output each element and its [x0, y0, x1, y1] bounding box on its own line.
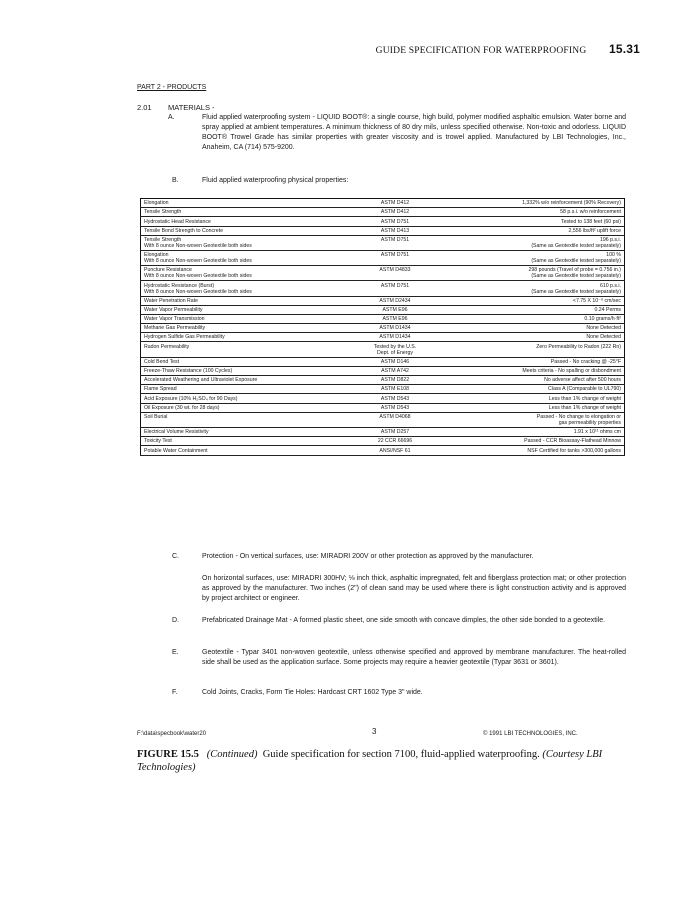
- table-row: [141, 403, 625, 412]
- table-row: [141, 281, 625, 296]
- table-row: [141, 296, 625, 305]
- table-row: [141, 427, 625, 436]
- table-row: [141, 446, 625, 455]
- property-cell: Water Vapor Permeability: [141, 305, 348, 314]
- result-cell: None Detected: [443, 333, 625, 342]
- item-a-text: Fluid applied waterproofing system - LIQUID BOOT®: a single course, high build, polymer modified asphaltic emulsion. Water borne and spray applied at ambient temperatures. A minimum thickness of 80 dry mils, unless specified otherwise. Non-toxic and odorless. LIQUID BOOT® Trowel Grade has similar properties with greater viscosity and is trowel applied. Manufactured by LBI Technologies, Inc., Anaheim, CA (714) 575-9200.: [202, 114, 626, 151]
- footer-page-number: 3: [372, 727, 377, 736]
- item-b-letter: B.: [172, 177, 179, 184]
- result-cell: 1.91 x 10¹¹ ohms cm: [443, 427, 625, 436]
- item-d-letter: D.: [172, 617, 179, 624]
- properties-table-body: [141, 199, 625, 456]
- property-cell: Methane Gas Permeability: [141, 324, 348, 333]
- property-cell: Freeze-Thaw Resistance (100 Cycles): [141, 366, 348, 375]
- table-row: [141, 208, 625, 217]
- property-cell: Soil Burial: [141, 412, 348, 427]
- table-row: [141, 342, 625, 357]
- method-cell: ASTM D4833: [347, 266, 443, 281]
- method-cell: ASTM D543: [347, 403, 443, 412]
- table-row: [141, 250, 625, 265]
- property-cell: Tensile Strength With 8 ounce Non-woven Geotextile both sides: [141, 235, 348, 250]
- property-cell: Electrical Volume Resistivity: [141, 427, 348, 436]
- table-row: [141, 385, 625, 394]
- caption-continued: (Continued): [206, 749, 258, 760]
- item-c-letter: C.: [172, 553, 179, 560]
- result-cell: 100 % (Same as Geotextile tested separately): [443, 250, 625, 265]
- property-cell: Hydrogen Sulfide Gas Permeability: [141, 333, 348, 342]
- method-cell: Tested by the U.S. Dept. of Energy: [347, 342, 443, 357]
- method-cell: ASTM D146: [347, 357, 443, 366]
- method-cell: ASTM D412: [347, 208, 443, 217]
- result-cell: Meets criteria - No spalling or disbondment: [443, 366, 625, 375]
- property-cell: Elongation: [141, 199, 348, 208]
- method-cell: ASTM D543: [347, 394, 443, 403]
- property-cell: Toxicity Test: [141, 437, 348, 446]
- table-row: [141, 394, 625, 403]
- table-row: [141, 437, 625, 446]
- method-cell: ASTM E96: [347, 305, 443, 314]
- result-cell: None Detected: [443, 324, 625, 333]
- method-cell: ASTM D751: [347, 250, 443, 265]
- running-header: [360, 42, 640, 56]
- method-cell: ASTM D751: [347, 281, 443, 296]
- method-cell: ASTM D751: [347, 235, 443, 250]
- result-cell: <7.75 X 10⁻⁹ cm/sec: [443, 296, 625, 305]
- footer-file-path: F:\data\specbook\water20: [137, 731, 207, 737]
- result-cell: Zero Permeability to Radon (222 Rn): [443, 342, 625, 357]
- result-cell: Passed - No change to elongation or gas permeability properties: [443, 412, 625, 427]
- property-cell: Hydrostatic Head Resistance: [141, 217, 348, 226]
- property-cell: Flame Spread: [141, 385, 348, 394]
- result-cell: 0.10 grams/h·ft²: [443, 314, 625, 323]
- footer-copyright: © 1991 LBI TECHNOLOGIES, INC.: [483, 731, 578, 737]
- header-page-number: 15.31: [608, 42, 640, 56]
- property-cell: Puncture Resistance With 8 ounce Non-woven Geotextile both sides: [141, 266, 348, 281]
- caption-label: FIGURE 15.5: [137, 749, 199, 760]
- item-e-text: Geotextile - Typar 3401 non-woven geotextile, unless otherwise specified and approved by membrane manufacturer. The heat-rolled side shall be used as the application surface. Some projects may require a heavier geotextile (Typar 3631 or 3601).: [202, 649, 626, 666]
- header-title: GUIDE SPECIFICATION FOR WATERPROOFING: [375, 46, 587, 56]
- table-row: [141, 366, 625, 375]
- method-cell: ASTM D257: [347, 427, 443, 436]
- item-a-letter: A.: [168, 114, 175, 121]
- table-row: [141, 266, 625, 281]
- property-cell: Tensile Bond Strength to Concrete: [141, 226, 348, 235]
- result-cell: 58 p.s.i. w/o reinforcement: [443, 208, 625, 217]
- property-cell: Elongation With 8 ounce Non-woven Geotextile both sides: [141, 250, 348, 265]
- result-cell: Less than 1% change of weight: [443, 403, 625, 412]
- item-b-text: Fluid applied waterproofing physical properties:: [202, 177, 349, 184]
- result-cell: Class A (Comparable to UL790): [443, 385, 625, 394]
- item-f-letter: F.: [172, 689, 178, 696]
- result-cell: Less than 1% change of weight: [443, 394, 625, 403]
- method-cell: ASTM D751: [347, 217, 443, 226]
- table-row: [141, 333, 625, 342]
- property-cell: Acid Exposure (10% H₂SO₄ for 90 Days): [141, 394, 348, 403]
- properties-table: [140, 198, 625, 456]
- table-row: [141, 305, 625, 314]
- result-cell: No adverse affect after 500 hours: [443, 376, 625, 385]
- item-c-text-horizontal: On horizontal surfaces, use: MIRADRI 300HV; ⅛ inch thick, asphaltic impregnated, felt and fiberglass protection mat; or other protection as approved by the manufacturer. Two inches (2") of clean sand may be used where there is light construction activity and is approved by project architect or engineer.: [202, 575, 626, 602]
- method-cell: ANSI/NSF 61: [347, 446, 443, 455]
- result-cell: Passed - No cracking @ -25°F: [443, 357, 625, 366]
- method-cell: ASTM E96: [347, 314, 443, 323]
- result-cell: Tested to 138 feet (60 psi): [443, 217, 625, 226]
- section-title: MATERIALS -: [168, 103, 215, 112]
- table-row: [141, 226, 625, 235]
- result-cell: NSF Certified for tanks >300,000 gallons: [443, 446, 625, 455]
- item-f-text: Cold Joints, Cracks, Form Tie Holes: Hardcast CRT 1602 Type 3" wide.: [202, 689, 423, 696]
- method-cell: ASTM D1434: [347, 324, 443, 333]
- property-cell: Oil Exposure (30 wt. for 28 days): [141, 403, 348, 412]
- table-row: [141, 357, 625, 366]
- method-cell: ASTM D4068: [347, 412, 443, 427]
- caption-text: Guide specification for section 7100, fluid-applied waterproofing.: [262, 749, 540, 760]
- property-cell: Cold Bend Test: [141, 357, 348, 366]
- table-row: [141, 235, 625, 250]
- method-cell: ASTM D2434: [347, 296, 443, 305]
- method-cell: ASTM D413: [347, 226, 443, 235]
- property-cell: Hydrostatic Resistance (Burst) With 8 ounce Non-woven Geotextile both sides: [141, 281, 348, 296]
- method-cell: ASTM D412: [347, 199, 443, 208]
- item-e-letter: E.: [172, 649, 179, 656]
- part-title: PART 2 - PRODUCTS: [137, 84, 207, 91]
- method-cell: ASTM D1434: [347, 333, 443, 342]
- caption-courtesy: (Courtesy LBI Technologies): [137, 749, 603, 773]
- figure-caption: [137, 748, 627, 774]
- property-cell: Water Penetration Rate: [141, 296, 348, 305]
- table-row: [141, 314, 625, 323]
- property-cell: Tensile Strength: [141, 208, 348, 217]
- section-number: 2.01: [137, 103, 152, 112]
- result-cell: 610 p.s.i. (Same as Geotextile tested separately): [443, 281, 625, 296]
- table-row: [141, 199, 625, 208]
- property-cell: Water Vapor Transmission: [141, 314, 348, 323]
- method-cell: ASTM E108: [347, 385, 443, 394]
- item-d-text: Prefabricated Drainage Mat - A formed plastic sheet, one side smooth with concave dimples, the other side bonded to a geotextile.: [202, 617, 606, 624]
- method-cell: ASTM A742: [347, 366, 443, 375]
- table-row: [141, 376, 625, 385]
- result-cell: 2,556 lbs/ft² uplift force: [443, 226, 625, 235]
- item-c-text: Protection - On vertical surfaces, use: MIRADRI 200V or other protection as approved by the manufacturer.: [202, 553, 534, 560]
- method-cell: ASTM D822: [347, 376, 443, 385]
- property-cell: Radon Permeability: [141, 342, 348, 357]
- result-cell: 298 pounds (Travel of probe = 0.756 in.) (Same as Geotextile tested separately): [443, 266, 625, 281]
- result-cell: Passed - CCR Bioassay-Flathead Minnow: [443, 437, 625, 446]
- result-cell: 0.24 Perms: [443, 305, 625, 314]
- result-cell: 1,332% w/o reinforcement (90% Recovery): [443, 199, 625, 208]
- property-cell: Accelerated Weathering and Ultraviolet Exposure: [141, 376, 348, 385]
- result-cell: 196 p.s.i. (Same as Geotextile tested separately): [443, 235, 625, 250]
- property-cell: Potable Water Containment: [141, 446, 348, 455]
- table-row: [141, 217, 625, 226]
- method-cell: 22 CCR 66696: [347, 437, 443, 446]
- table-row: [141, 324, 625, 333]
- table-row: [141, 412, 625, 427]
